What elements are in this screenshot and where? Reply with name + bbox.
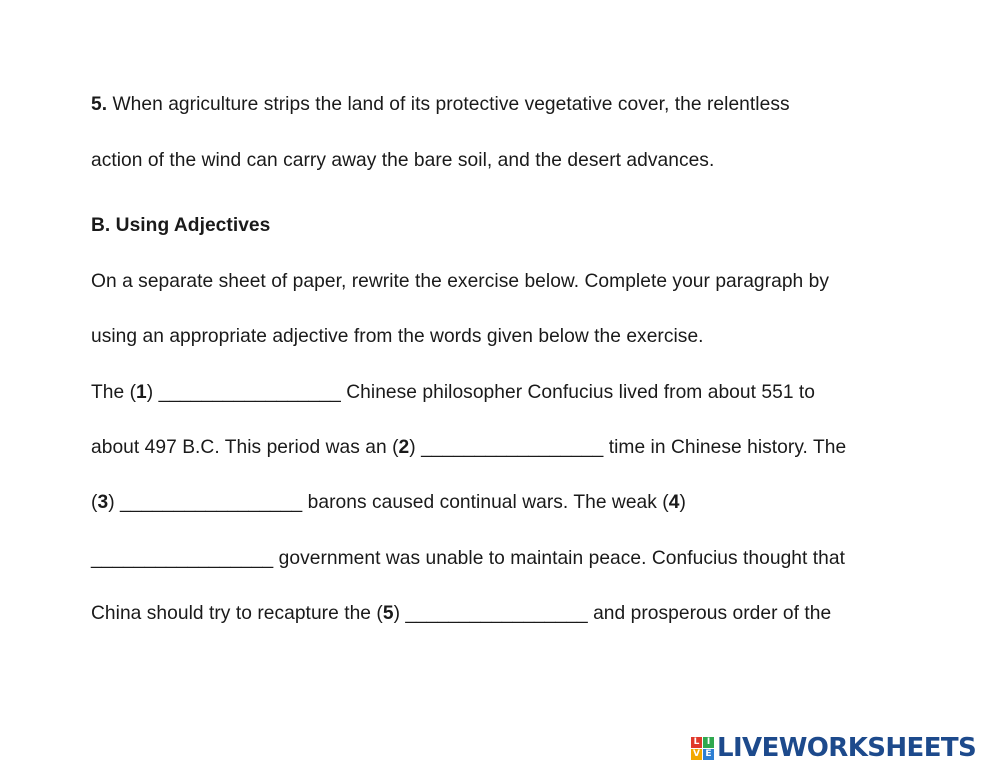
logo-letter-v: V (691, 749, 702, 760)
section-b-heading: B. Using Adjectives (91, 215, 271, 236)
blank-number-1: 1 (136, 382, 147, 403)
logo-wordmark: LIVEWORKSHEETS (717, 733, 977, 763)
blank-4: _________________ (91, 548, 274, 569)
logo-letter-i: I (703, 737, 714, 748)
blank-number-2: 2 (398, 437, 410, 458)
exercise-line-2: about 497 B.C. This period was an (2) _________________ time in Chinese history. The (91, 437, 847, 458)
exercise-line-3: (3) _________________ barons caused continual wars. The weak (4) (91, 492, 686, 513)
blank-5: _________________ (405, 603, 588, 624)
logo-letter-grid-icon (691, 737, 714, 760)
item-5-line-2: action of the wind can carry away the bare soil, and the desert advances. (91, 150, 715, 171)
exercise-line-4: _________________ government was unable to maintain peace. Confucius thought that (91, 548, 845, 569)
item-5-line-1: 5. When agriculture strips the land of its protective vegetative cover, the relentless (91, 94, 790, 115)
item-5-number: 5. (91, 94, 108, 115)
blank-number-5: 5 (382, 603, 394, 624)
liveworksheets-logo[interactable] (691, 731, 976, 765)
logo-letter-e: E (703, 749, 714, 760)
instruction-line-2: using an appropriate adjective from the words given below the exercise. (91, 326, 704, 347)
blank-number-3: 3 (97, 492, 109, 513)
logo-letter-l: L (691, 737, 702, 748)
exercise-line-5: China should try to recapture the (5) _________________ and prosperous order of the (91, 603, 832, 624)
exercise-line-1: The (1) _________________ Chinese philosopher Confucius lived from about 551 to (91, 382, 816, 403)
blank-2: _________________ (421, 437, 604, 458)
blank-3: _________________ (120, 492, 303, 513)
blank-1: _________________ (158, 382, 341, 403)
instruction-line-1: On a separate sheet of paper, rewrite the exercise below. Complete your paragraph by (91, 271, 830, 292)
blank-number-4: 4 (668, 492, 680, 513)
